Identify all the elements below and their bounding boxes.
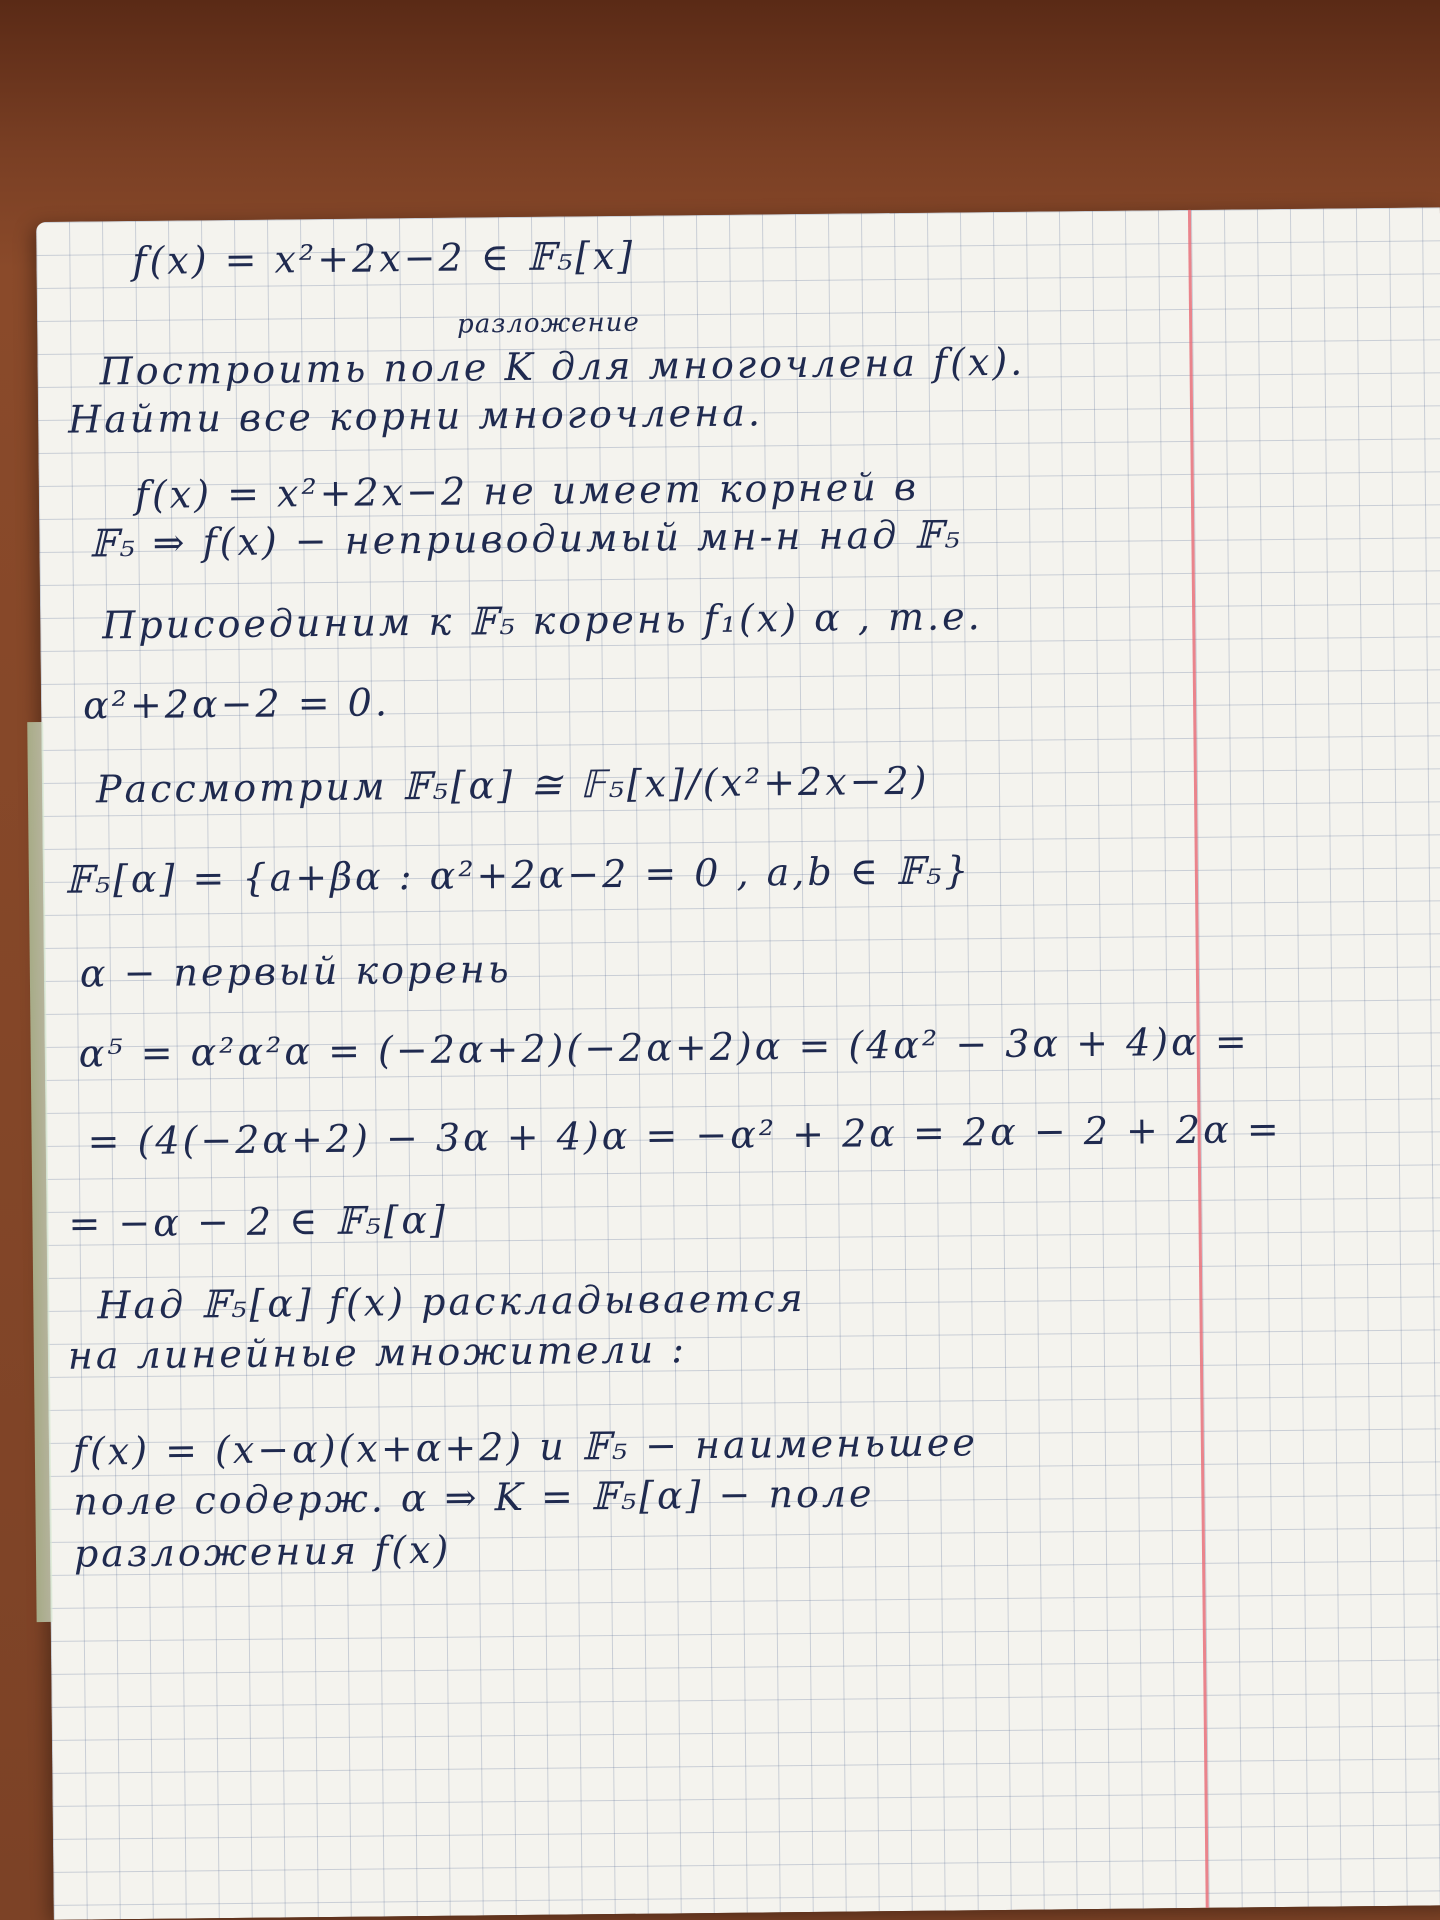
polynomial-definition: f(x) = x²+2x−2 ∈ 𝔽₅[x] <box>132 233 636 283</box>
splitting-line-2: на линейные множители : <box>67 1327 688 1378</box>
notebook-cover-edge <box>27 722 52 1622</box>
inserted-word: разложение <box>456 307 640 340</box>
conclusion-line-2: разложения f(x) <box>73 1527 452 1576</box>
second-root: = −α − 2 ∈ 𝔽₅[α] <box>68 1197 449 1246</box>
task-line-1: Построить поле K для многочлена f(x). <box>99 339 1026 394</box>
alpha-power-line-1: α⁵ = α²α²α = (−2α+2)(−2α+2)α = (4α² − 3α + 4)α = <box>78 1019 1250 1076</box>
solution-line-3: Присоединим к 𝔽₅ корень f₁(x) α , т.е. <box>101 594 983 648</box>
equation-alpha: α²+2α−2 = 0. <box>82 680 391 728</box>
field-set: 𝔽₅[α] = {a+βα : α²+2α−2 = 0 , a,b ∈ 𝔽₅} <box>64 848 972 902</box>
conclusion-line-1: поле содерж. α ⇒ K = 𝔽₅[α] − поле <box>73 1471 875 1524</box>
solution-line-2: 𝔽₅ ⇒ f(x) − неприводимый мн-н над 𝔽₅ <box>89 512 963 566</box>
notebook-page <box>36 207 1440 1920</box>
splitting-line-1: Над 𝔽₅[α] f(x) раскладывается <box>97 1276 806 1328</box>
solution-line-1: f(x) = x²+2x−2 не имеет корней в <box>134 464 920 517</box>
factorization-line: f(x) = (x−α)(x+α+2) и 𝔽₅ − наименьшее <box>72 1420 979 1474</box>
quotient-ring: Рассмотрим 𝔽₅[α] ≅ 𝔽₅[x]/(x²+2x−2) <box>95 758 930 812</box>
first-root-note: α − первый корень <box>79 947 512 996</box>
task-line-2: Найти все корни многочлена. <box>67 390 764 442</box>
alpha-power-line-2: = (4(−2α+2) − 3α + 4)α = −α² + 2α = 2α − 2 + 2α = <box>87 1107 1282 1164</box>
